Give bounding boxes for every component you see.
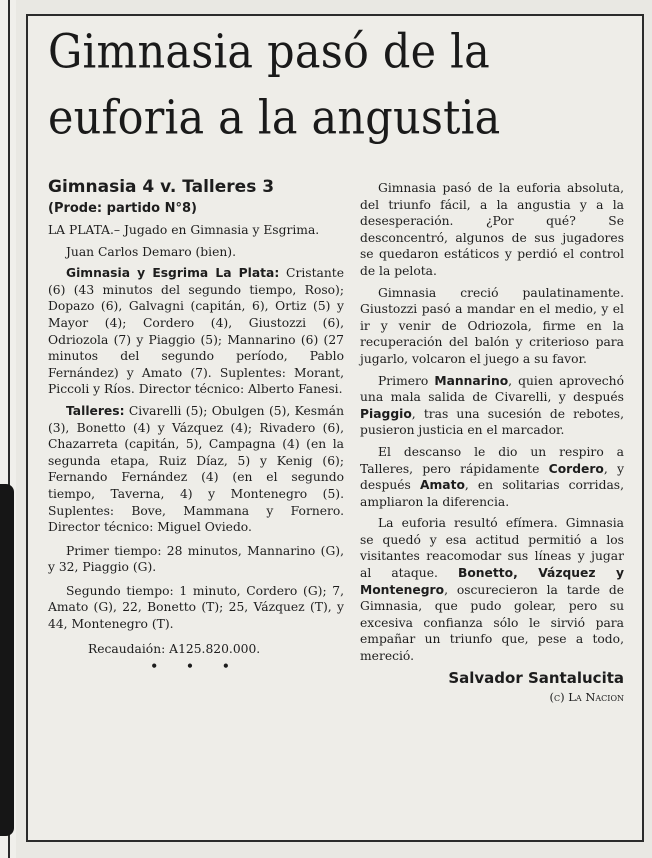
p3-text-e: , tras una sucesión de rebotes, pusieron justicia en el marcador. xyxy=(360,406,624,438)
commentary-column xyxy=(360,180,624,705)
newspaper-clipping xyxy=(26,14,644,842)
p4-text-c: , y después xyxy=(360,461,625,493)
gimnasia-lineup-paragraph xyxy=(48,265,344,398)
commentary-paragraph-4 xyxy=(360,444,624,510)
p3-bold-piaggio: Piaggio xyxy=(360,406,412,421)
p4-text-e: , en solitarias corridas, ampliaron la diferencia. xyxy=(360,478,624,509)
second-half-paragraph xyxy=(48,583,344,633)
p5-text-a: La euforia resultó efímera. Gimnasia se quedó y esa actitud permitió a los visitantes reacomodar sus líneas y jugar al ataque. xyxy=(360,516,624,581)
talleres-team-name: Talleres: xyxy=(66,403,125,418)
match-report-column xyxy=(48,176,344,675)
p4-bold-amato: Amato xyxy=(419,478,465,493)
p4-text-a: El descanso le dio un respiro a Talleres, pero rápidamente xyxy=(360,444,624,476)
p3-bold-mannarino: Mannarino xyxy=(434,373,509,388)
author-byline: Salvador Santalucita xyxy=(448,668,624,687)
headline: Gimnasia pasó de la euforia a la angustia xyxy=(48,25,501,146)
venue-paragraph: LA PLATA.– Jugado en Gimnasia y Esgrima. xyxy=(48,223,320,237)
gimnasia-team-name: Gimnasia y Esgrima La Plata: xyxy=(66,266,280,281)
separator-dots: • • • xyxy=(150,659,242,674)
p4-bold-cordero: Cordero xyxy=(548,461,604,476)
match-title: Gimnasia 4 v. Talleres 3 xyxy=(48,177,275,197)
referee-paragraph: Juan Carlos Demaro (bien). xyxy=(66,244,237,259)
recaudacion-line: Recaudaión: A125.820.000. xyxy=(88,641,261,656)
commentary-paragraph-5 xyxy=(360,515,624,664)
first-half-label: Primer tiempo: xyxy=(66,543,162,558)
second-half-text: 1 minuto, Cordero (G); 7, Amato (G), 22, Bonetto (T); 25, Vázquez (T), y 44, Montenegro (T). xyxy=(48,583,345,632)
commentary-paragraph-3 xyxy=(360,373,624,439)
gimnasia-lineup-text: Cristante (6) (43 minutos del segundo tiempo, Roso); Dopazo (6), Galvagni (capitán, 6), Ortiz (5) y Mayor (4); Cordero (4), Giustozzi (6), Odriozola (7) y Piaggio (5); Mannarino (6) (27 minutos del segundo período, Pablo Fernández) y Amato (7). Suplentes: Morant, Piccoli y Ríos. Director técnico: Alberto Fanesi. xyxy=(48,266,344,397)
p5-bold-players: Bonetto, Vázquez y Montenegro xyxy=(360,566,624,597)
commentary-paragraph-1: Gimnasia pasó de la euforia absoluta, del triunfo fácil, a la angustia y a la desesperación. ¿Por qué? Se desconcentró, algunos de sus jugadores se quedaron estáticos y perdió el control de la pelota. xyxy=(360,181,624,278)
first-half-paragraph xyxy=(48,543,344,576)
adjacent-dark-shape xyxy=(0,484,14,836)
commentary-paragraph-2: Gimnasia creció paulatinamente. Giustozzi pasó a mandar en el medio, y el ir y venir de Odriozola, firme en la recuperación del balón y criterioso para jugarlo, volcaron el juego a su favor. xyxy=(360,285,624,366)
prode-label: (Prode: partido N°8) xyxy=(48,201,197,216)
p3-text-a: Primero xyxy=(378,373,435,388)
first-half-text: 28 minutos, Mannarino (G), y 32, Piaggio (G). xyxy=(48,543,344,575)
p3-text-c: , quien aprovechó una mala salida de Civarelli, y después xyxy=(360,373,624,405)
talleres-lineup-paragraph xyxy=(48,403,344,536)
source-credit: (c) La Nacion xyxy=(549,689,624,704)
second-half-label: Segundo tiempo: xyxy=(66,583,174,598)
talleres-lineup-text: Civarelli (5); Obulgen (5), Kesmán (3), Bonetto (4) y Vázquez (4); Rivadero (6), Chazarreta (capitán, 5), Campagna (4) (en la segunda etapa, Ruiz Díaz, 5) y Kenig (6); Fernando Fernández (4) (en el segundo tiempo, Taverna, 4) y Montenegro (5). Suplentes: Bove, Mammana y Fornero. Director técnico: Miguel Oviedo. xyxy=(48,403,344,535)
p5-text-c: , oscurecieron la tarde de Gimnasia, que pudo golear, pero su excesiva confianza sólo le sirvió para empañar un triunfo que, pese a todo, mereció. xyxy=(360,582,624,664)
